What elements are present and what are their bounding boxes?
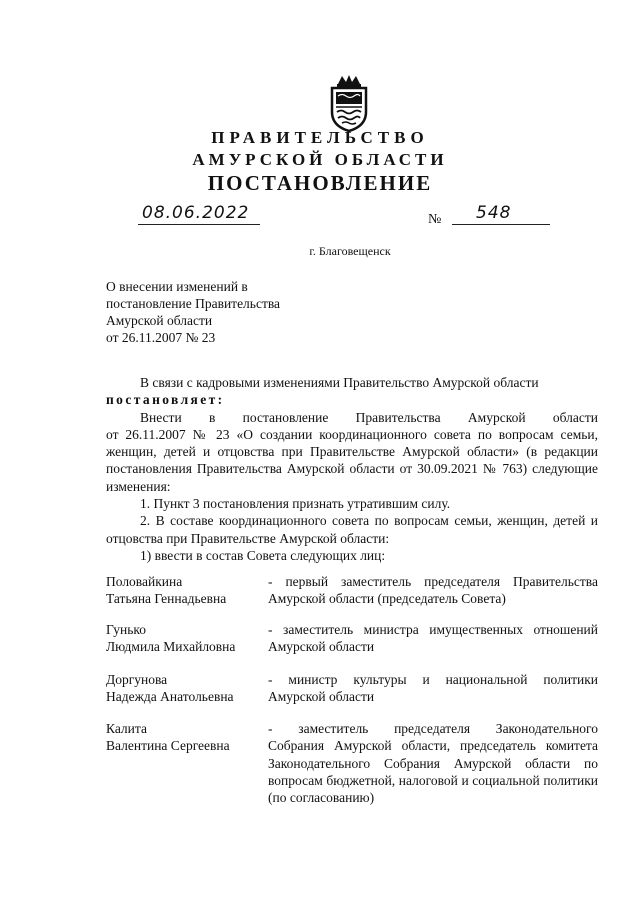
number-sign: № <box>428 212 442 227</box>
item-1: 1. Пункт 3 постановления признать утратившим силу. <box>140 496 451 512</box>
document-number: 548 <box>452 203 550 225</box>
member-role-first-line: - министр культуры и национальной политики <box>268 672 598 687</box>
member-surname: Доргунова <box>106 672 168 687</box>
member-surname: Половайкина <box>106 574 183 589</box>
item-2: 2. В составе координационного совета по вопросам семьи, женщин, детей и отцовства при Правительстве Амурской области: <box>106 513 598 546</box>
member-given-names: Людмила Михайловна <box>106 639 236 655</box>
member-surname: Гунько <box>106 622 147 637</box>
subject-line: Амурской области <box>106 313 213 328</box>
member-role-rest: Амурской области <box>268 639 375 655</box>
council-member <box>106 720 598 806</box>
document-date: 08.06.2022 <box>138 203 260 225</box>
item-2-1: 1) ввести в состав Совета следующих лиц: <box>140 547 386 563</box>
member-role-first-line: - заместитель председателя Законодательного <box>268 721 598 736</box>
member-given-names: Надежда Анатольевна <box>106 689 234 705</box>
member-given-names: Татьяна Геннадьевна <box>106 591 227 607</box>
member-role-rest: Амурской области <box>268 689 375 705</box>
document-type-title: ПОСТАНОВЛЕНИЕ <box>207 171 433 195</box>
council-member <box>106 621 598 656</box>
member-role-rest: Собрания Амурской области, председатель комитета Законодательного Собрания Амурской области по вопросам бюджетной, налоговой и социальной политики (по согласованию) <box>268 738 598 806</box>
subject-line: постановление Правительства <box>106 296 281 311</box>
intro-paragraph: В связи с кадровыми изменениями Правительство Амурской области <box>140 375 539 390</box>
subject-line: О внесении изменений в <box>106 279 248 294</box>
council-member <box>106 671 598 706</box>
decree-word: постановляет: <box>106 392 225 408</box>
document-body <box>106 374 598 564</box>
member-role-rest: Амурской области (председатель Совета) <box>268 591 506 607</box>
member-surname: Калита <box>106 721 147 736</box>
paragraph-1-rest: от 26.11.2007 № 23 «О создании координационного совета по вопросам семьи, женщин, детей и отцовства при Правительстве Амурской области» (в редакции постановления Правительства Амурской области от 30.09.2021 № 763) следующие изменения: <box>106 426 598 494</box>
member-role-first-line: - заместитель министра имущественных отношений <box>268 622 598 637</box>
government-title: ПРАВИТЕЛЬСТВО <box>211 128 429 147</box>
member-given-names: Валентина Сергеевна <box>106 738 230 754</box>
paragraph-1-line-1: Внести в постановление Правительства Амурской области <box>140 409 598 425</box>
coat-of-arms-icon <box>326 74 372 132</box>
member-role-first-line: - первый заместитель председателя Правительства <box>268 574 598 589</box>
document-subject <box>106 278 366 346</box>
council-member <box>106 573 598 608</box>
subject-line: от 26.11.2007 № 23 <box>106 330 216 345</box>
city-label: г. Благовещенск <box>309 244 391 258</box>
region-title: АМУРСКОЙ ОБЛАСТИ <box>192 150 448 169</box>
